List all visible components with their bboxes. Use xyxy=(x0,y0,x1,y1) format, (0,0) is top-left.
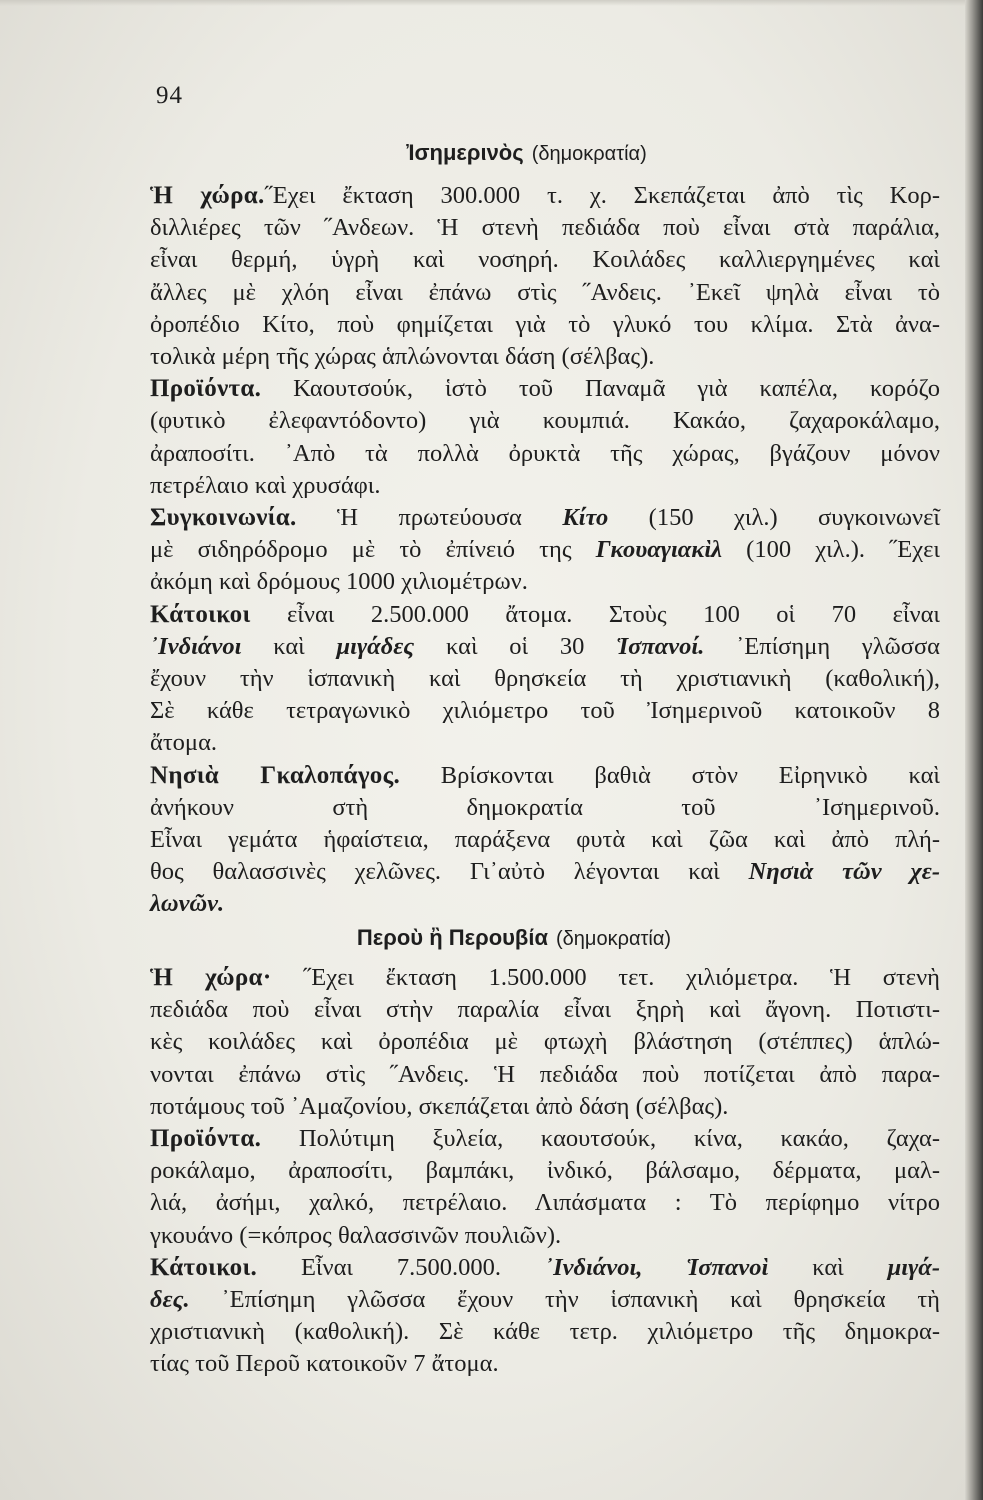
text-line xyxy=(150,277,940,309)
emphasis-text: μιγάδες xyxy=(336,632,415,660)
text-segment: νονται ἐπάνω στὶς ˝Ανδεις. Ἡ πεδιάδα ποὺ ποτίζεται ἀπὸ παρα- xyxy=(150,1060,940,1088)
text-segment: ροκάλαμο, ἀραποσίτι, βαμπάκι, ἰνδικό, βάλσαμο, δέρματα, μαλ- xyxy=(150,1157,940,1185)
text-line xyxy=(150,534,940,566)
text-line xyxy=(150,792,940,824)
section-heading-ecuador xyxy=(0,140,983,166)
text-line xyxy=(150,888,940,920)
emphasis-text: Κίτο xyxy=(562,504,609,531)
text-line xyxy=(150,309,940,341)
text-segment: ποτάμους τοῦ ᾿Αμαζονίου, σκεπάζεται ἀπὸ δάση (σέλβας). xyxy=(150,1092,729,1120)
text-line xyxy=(150,470,940,502)
text-segment: τίας τοῦ Περοῦ κατοικοῦν 7 ἄτομα. xyxy=(150,1350,499,1378)
text-segment: ἔχουν τὴν ἱσπανικὴ καὶ θρησκεία τὴ χριστιανικὴ (καθολική), xyxy=(150,665,940,692)
text-segment: ὀροπέδιο Κίτο, ποὺ φημίζεται γιὰ τὸ γλυκό του κλίμα. Στὰ ἀνα- xyxy=(150,310,940,338)
text-segment: Καουτσούκ, ἱστὸ τοῦ Παναμᾶ γιὰ καπέλα, κορόζο xyxy=(261,375,940,403)
paragraph-keyword: Νησιὰ Γκαλοπάγος. xyxy=(150,761,401,789)
text-line xyxy=(150,180,940,212)
text-segment: ᾿Επίσημη γλῶσσα ἔχουν τὴν ἱσπανικὴ καὶ θρησκεία τὴ xyxy=(189,1286,940,1313)
text-segment: Πολύτιμη ξυλεία, καουτσούκ, κίνα, κακάο, ζαχα- xyxy=(261,1125,940,1152)
emphasis-text: μιγά- xyxy=(887,1253,941,1281)
section-subtitle: (δημοκρατία) xyxy=(531,143,647,165)
text-line xyxy=(150,244,940,276)
section-heading-peru xyxy=(0,925,983,951)
text-segment: ˝Εχει ἔκταση 300.000 τ. χ. Σκεπάζεται ἀπὸ τὶς Κορ- xyxy=(264,182,940,209)
text-line xyxy=(150,1059,940,1091)
text-segment: πεδιάδα ποὺ εἶναι στὴν παραλία εἶναι ξηρὴ καὶ ἄγονη. Ποτιστι- xyxy=(150,996,940,1024)
text-line xyxy=(150,962,940,994)
paragraph-keyword: Κάτοικοι. xyxy=(150,1253,258,1281)
page-number: 94 xyxy=(156,82,183,109)
text-segment: καὶ xyxy=(768,1253,888,1281)
text-segment: ἄλλες μὲ χλόη εἶναι ἐπάνω στὶς ˝Ανδεις. ᾿Εκεῖ ψηλὰ εἶναι τὸ xyxy=(150,278,940,306)
text-segment: Ἡ πρωτεύουσα xyxy=(296,504,563,531)
text-line xyxy=(150,1187,940,1219)
text-segment: ᾿Επίσημη γλῶσσα xyxy=(704,632,940,660)
text-segment: μὲ σιδηρόδρομο μὲ τὸ ἐπίνειό της xyxy=(150,536,596,564)
paragraph-keyword: Συγκοινωνία. xyxy=(150,504,297,531)
text-line xyxy=(150,631,940,663)
text-line xyxy=(150,1284,940,1316)
text-segment: κὲς κοιλάδες καὶ ὀροπέδια μὲ φτωχὴ βλάστηση (στέππες) ἁπλώ- xyxy=(150,1028,940,1056)
emphasis-text: Ἱσπανοί. xyxy=(616,632,705,660)
emphasis-text: ᾿Ινδιάνοι, Ἱσπανοὶ xyxy=(544,1253,769,1281)
text-line xyxy=(150,1155,940,1187)
paragraph-keyword: Κάτοικοι xyxy=(150,600,251,628)
emphasis-text: λωνῶν. xyxy=(150,890,225,918)
paragraph-keyword: Προϊόντα. xyxy=(150,375,262,403)
text-line xyxy=(150,1091,940,1123)
page-top-shadow xyxy=(0,0,983,6)
text-segment: (φυτικὸ ἐλεφαντόδοντο) γιὰ κουμπιά. Κακάο, ζαχαροκάλαμο, xyxy=(150,407,940,435)
text-segment: εἶναι 2.500.000 ἄτομα. Στοὺς 100 οἱ 70 εἶναι xyxy=(250,600,940,628)
text-line xyxy=(150,1026,940,1058)
emphasis-text: ᾿Ινδιάνοι xyxy=(150,632,242,660)
text-segment: διλλιέρες τῶν ˝Ανδεων. Ἡ στενὴ πεδιάδα ποὺ εἶναι στὰ παράλια, xyxy=(150,214,940,242)
paragraph-keyword: Ἡ χώρα. xyxy=(150,182,265,209)
emphasis-text: δες. xyxy=(150,1286,190,1313)
text-line xyxy=(150,856,940,888)
emphasis-text: Γκουαγιακὶλ xyxy=(595,536,723,564)
text-line xyxy=(150,502,940,534)
paragraph-keyword: Ἡ χώρα· xyxy=(150,964,272,991)
text-segment: λιά, ἀσήμι, χαλκό, πετρέλαιο. Λιπάσματα : Τὸ περίφημο νίτρο xyxy=(150,1189,940,1217)
text-line xyxy=(150,1123,940,1155)
text-segment: Εἶναι 7.500.000. xyxy=(257,1253,545,1281)
text-line xyxy=(150,599,940,631)
text-line xyxy=(150,405,940,437)
text-segment: πετρέλαιο καὶ χρυσάφι. xyxy=(150,471,381,499)
text-line xyxy=(150,760,940,792)
text-line xyxy=(150,1220,940,1252)
text-segment: Βρίσκονται βαθιὰ στὸν Εἰρηνικὸ καὶ xyxy=(400,761,940,789)
text-line xyxy=(150,1348,940,1380)
section-title: Ἰσημερινὸς xyxy=(406,140,524,165)
section-title: Περοὺ ἢ Περουβία xyxy=(356,925,548,950)
text-segment: ἀραποσίτι. ᾿Απὸ τὰ πολλὰ ὀρυκτὰ τῆς χώρας, βγάζουν μόνον xyxy=(150,439,940,467)
text-line xyxy=(150,663,940,695)
text-segment: ἀνήκουν στὴ δημοκρατία τοῦ ᾿Ισημερινοῦ. xyxy=(150,793,940,821)
paragraph-keyword: Προϊόντα. xyxy=(150,1125,262,1152)
text-line xyxy=(150,341,940,373)
text-segment: καὶ οἱ 30 xyxy=(414,632,617,660)
text-line xyxy=(150,438,940,470)
text-segment: (100 χιλ.). ˝Εχει xyxy=(722,536,940,564)
text-line xyxy=(150,1316,940,1348)
text-segment: (150 χιλ.) συγκοινωνεῖ xyxy=(608,504,941,531)
text-segment: ˝Εχει ἔκταση 1.500.000 τετ. χιλιόμετρα. Ἡ στενὴ xyxy=(271,964,940,991)
text-line xyxy=(150,1252,940,1284)
section-subtitle: (δημοκρατία) xyxy=(556,928,672,950)
text-line xyxy=(150,727,940,759)
text-segment: ἀκόμη καὶ δρόμους 1000 χιλιομέτρων. xyxy=(150,568,528,596)
text-line xyxy=(150,994,940,1026)
text-segment: χριστιανικὴ (καθολική). Σὲ κάθε τετρ. χιλιόμετρο τῆς δημοκρα- xyxy=(150,1318,940,1346)
text-line xyxy=(150,695,940,727)
text-segment: καὶ xyxy=(241,632,337,660)
text-line xyxy=(150,373,940,405)
text-line xyxy=(150,566,940,598)
emphasis-text: Νησιὰ τῶν χε- xyxy=(748,858,940,886)
text-segment: τολικὰ μέρη τῆς χώρας ἁπλώνονται δάση (σέλβας). xyxy=(150,343,655,370)
text-line xyxy=(150,212,940,244)
text-segment: εἶναι θερμή, ὑγρὴ καὶ νοσηρή. Κοιλάδες καλλιεργημένες καὶ xyxy=(150,246,940,274)
text-line xyxy=(150,824,940,856)
page-binding-edge xyxy=(965,0,983,1500)
text-segment: γκουάνο (=κόπρος θαλασσινῶν πουλιῶν). xyxy=(150,1221,562,1249)
text-segment: θος θαλασσινὲς χελῶνες. Γι᾿αὐτὸ λέγονται καὶ xyxy=(150,858,749,886)
text-segment: ἄτομα. xyxy=(150,729,218,757)
text-segment: Εἶναι γεμάτα ἡφαίστεια, παράξενα φυτὰ καὶ ζῶα καὶ ἀπὸ πλή- xyxy=(150,826,940,853)
text-segment: Σὲ κάθε τετραγωνικὸ χιλιόμετρο τοῦ Ἰσημερινοῦ κατοικοῦν 8 xyxy=(150,697,940,725)
